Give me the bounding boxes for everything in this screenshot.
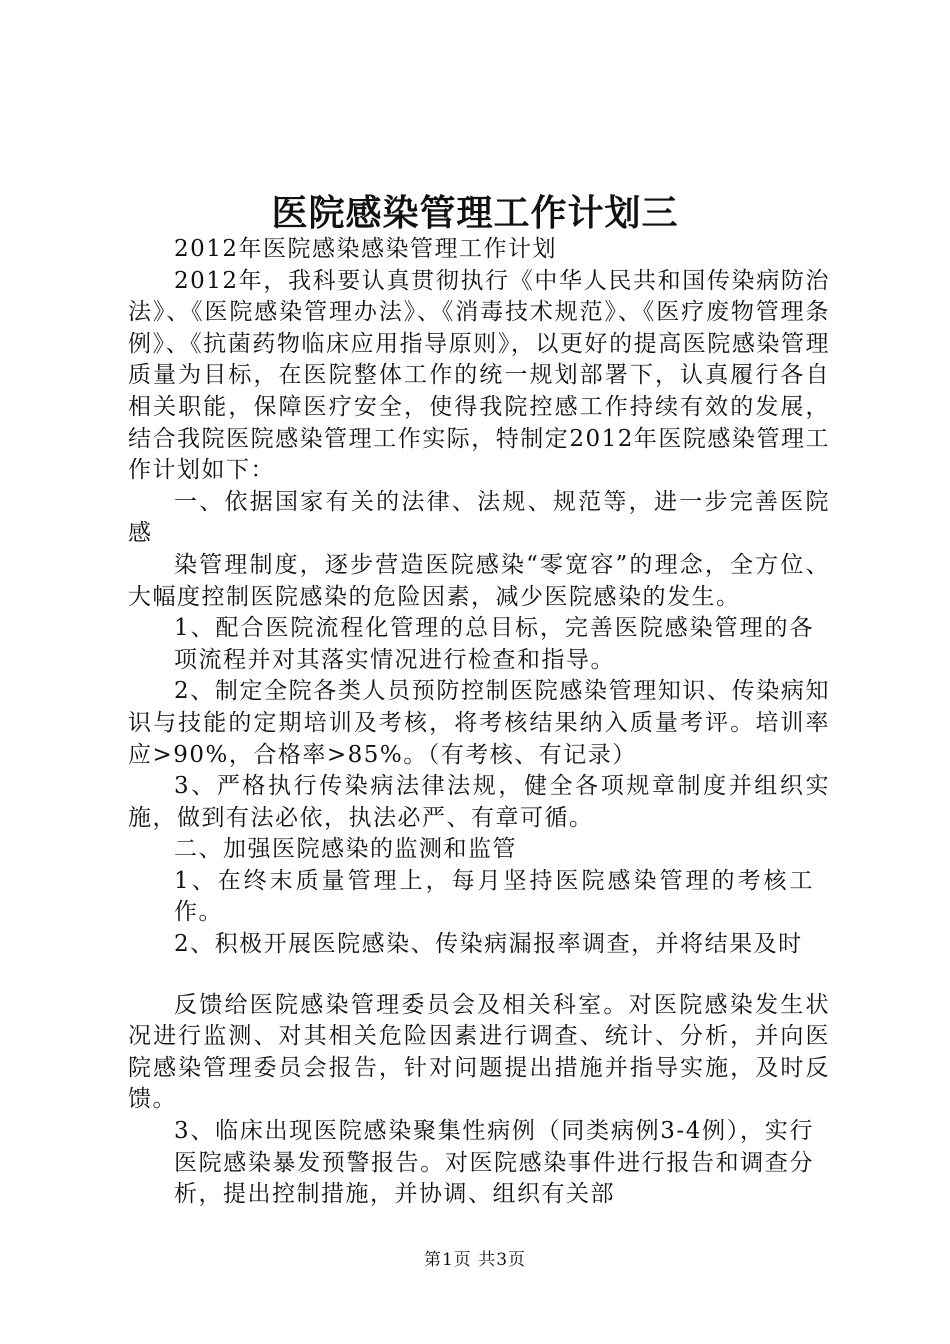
paragraph-item-1-3: 3、严格执行传染病法律法规，健全各项规章制度并组织实施，做到有法必依，执法必严、有章可循。 (128, 773, 830, 831)
paragraph-subtitle: 2012年医院感染感染管理工作计划 (174, 236, 558, 262)
paragraph-intro: 2012年，我科要认真贯彻执行《中华人民共和国传染病防治法》、《医院感染管理办法》、《消毒技术规范》、《医疗废物管理条例》、《抗菌药物临床应用指导原则》，以更好的提高医院感染管理质量为目标，在医院整体工作的统一规划部署下，认真履行各自相关职能，保障医疗安全，使得我院控感工作持续有效的发展，结合我院医院感染管理工作实际，特制定2012年医院感染管理工作计划如下： (128, 267, 830, 484)
paragraph-gap (128, 961, 830, 990)
document-title: 医院感染管理工作计划三 (271, 192, 679, 234)
paragraph-item-2-1: 1、在终末质量管理上，每月坚持医院感染管理的考核工作。 (174, 867, 814, 926)
paragraph-section-2-heading: 二、加强医院感染的监测和监管 (174, 836, 517, 863)
paragraph-item-2-3: 3、临床出现医院感染聚集性病例（同类病例3-4例），实行医院感染暴发预警报告。对医院感染事件进行报告和调查分析，提出控制措施，并协调、组织有关部 (174, 1118, 814, 1208)
paragraph-item-1-1: 1、配合医院流程化管理的总目标，完善医院感染管理的各项流程并对其落实情况进行检查和指导。 (174, 615, 814, 673)
paragraph-item-2-2: 2、积极开展医院感染、传染病漏报率调查，并将结果及时 (174, 931, 803, 958)
paragraph-item-1-2: 2、制定全院各类人员预防控制医院感染管理知识、传染病知识与技能的定期培训及考核，将考核结果纳入质量考评。培训率应>90%，合格率>85%。（有考核、有记录） (128, 678, 830, 768)
page-footer: 第1页 共3页 (423, 1250, 527, 1270)
paragraph-section-1-body: 染管理制度，逐步营造医院感染“零宽容”的理念，全方位、大幅度控制医院感染的危险因素，减少医院感染的发生。 (128, 551, 830, 610)
paragraph-section-1-heading: 一、依据国家有关的法律、法规、规范等，进一步完善医院感 (128, 488, 830, 547)
document-body (128, 234, 830, 1211)
paragraph-item-2-2-continued: 反馈给医院感染管理委员会及相关科室。对医院感染发生状况进行监测、对其相关危险因素进行调查、统计、分析，并向医院感染管理委员会报告，针对问题提出措施并指导实施，及时反馈。 (128, 991, 830, 1113)
